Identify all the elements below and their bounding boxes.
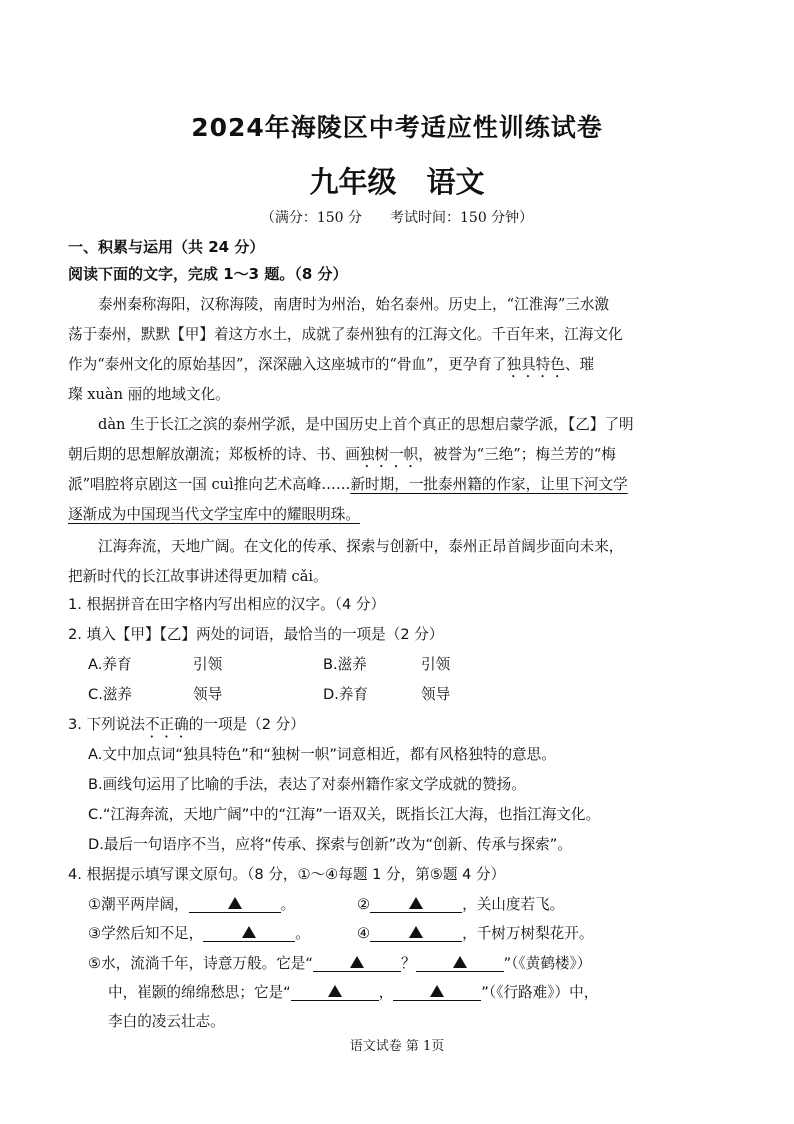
option-a: A.文中加点词“独具特色”和“独树一帜”词意相近，都有风格独特的意思。 [88,746,556,763]
triangle-icon [409,897,423,909]
fill-3: ③学然后知不足， 。 [88,925,310,942]
triangle-icon [328,985,342,997]
option-c-word: 领导 [193,686,223,703]
passage-line: 江海奔流，天地广阔。在文化的传承、探索与创新中，泰州正昂首阔步面向未来， [98,538,624,555]
passage-line: 派”唱腔将京剧这一国 cuì推向艺术高峰……新时期，一批泰州籍的作家，让里下河文学 [68,476,628,493]
answer-blank[interactable] [416,955,504,972]
passage-line: 璨 xuàn 丽的地域文化。 [68,386,230,403]
emphasis-word: 不正确 [144,716,189,733]
question-2: 2. 填入【甲】【乙】两处的词语，最恰当的一项是（2 分） [68,626,444,643]
option-d: D.养育 [323,686,369,703]
dotted-word: 独具特色 [506,356,565,373]
answer-blank[interactable] [203,925,295,942]
triangle-icon [350,956,364,968]
fill-5-end: 李白的凌云壮志。 [108,1013,225,1030]
fill-2: ② ，关山度若飞。 [357,896,565,913]
fill-5: ⑤水，流淌千年，诗意万般。它是“ ？ ”（《黄鹤楼》） [88,955,592,972]
answer-blank[interactable] [370,896,462,913]
fill-5-cont: 中，崔颢的绵绵愁思；它是“ ， ”（《行路难》）中， [108,984,599,1001]
passage-line: 荡于泰州，默默【甲】着这方水土，成就了泰州独有的江海文化。千百年来，江海文化 [68,326,623,343]
answer-blank[interactable] [291,984,379,1001]
option-c: C.滋养 [88,686,133,703]
option-b: B.画线句运用了比喻的手法，表达了对泰州籍作家文学成就的赞扬。 [88,776,526,793]
answer-blank[interactable] [370,925,462,942]
option-a: A.养育 [88,656,132,673]
triangle-icon [453,956,467,968]
option-d-word: 领导 [421,686,451,703]
fill-1: ①潮平两岸阔， 。 [88,896,296,913]
option-b-word: 引领 [421,656,451,673]
exam-title: 2024年海陵区中考适应性训练试卷 [191,113,603,142]
section-heading: 一、积累与运用（共 24 分） [68,238,265,256]
triangle-icon [228,897,242,909]
passage-line: 作为“泰州文化的原始基因”，深深融入这座城市的“骨血”，更孕育了独具特色、璀 [68,356,595,373]
answer-blank[interactable] [189,896,281,913]
subject-label: 语文 [426,165,485,199]
answer-blank[interactable] [313,955,401,972]
option-d: D.最后一句语序不当，应将“传承、探索与创新”改为“创新、传承与探索”。 [88,836,572,853]
fill-4: ④ ，千树万树梨花开。 [357,925,594,942]
grade-label: 九年级 [309,165,397,199]
passage-line: dàn 生于长江之滨的泰州学派，是中国历史上首个真正的思想启蒙学派，【乙】了明 [98,416,634,433]
underlined-sentence: 新时期，一批泰州籍的作家，让里下河文学 [350,476,628,493]
option-b: B.滋养 [323,656,367,673]
passage-line: 泰州秦称海阳，汉称海陵，南唐时为州治，始名泰州。历史上，“江淮海”三水激 [98,296,610,313]
dotted-word: 独树一帜 [359,446,419,463]
underlined-sentence: 逐渐成为中国现当代文学宝库中的耀眼明珠。 [68,506,360,523]
passage-line: 朝后期的思想解放潮流；郑板桥的诗、书、画独树一帜，被誉为“三绝”；梅兰芳的“梅 [68,446,616,463]
option-a-word: 引领 [193,656,223,673]
question-1: 1. 根据拼音在田字格内写出相应的汉字。（4 分） [68,596,386,613]
passage-line [68,503,360,524]
answer-blank[interactable] [393,984,481,1001]
triangle-icon [430,985,444,997]
option-c: C.“江海奔流，天地广阔”中的“江海”一语双关，既指长江大海，也指江海文化。 [88,806,601,823]
passage-line: 把新时代的长江故事讲述得更加精 cǎi。 [68,568,328,585]
question-3: 3. 下列说法不正确的一项是（2 分） [68,716,305,733]
question-4: 4. 根据提示填写课文原句。（8 分，①～④每题 1 分，第⑤题 4 分） [68,866,506,883]
triangle-icon [409,926,423,938]
page-footer: 语文试卷 第 1页 [349,1039,445,1054]
exam-info: （满分：150 分 考试时间：150 分钟） [260,210,534,226]
triangle-icon [242,926,256,938]
exam-subtitle [0,160,794,201]
reading-intro: 阅读下面的文字，完成 1～3 题。（8 分） [68,265,348,283]
